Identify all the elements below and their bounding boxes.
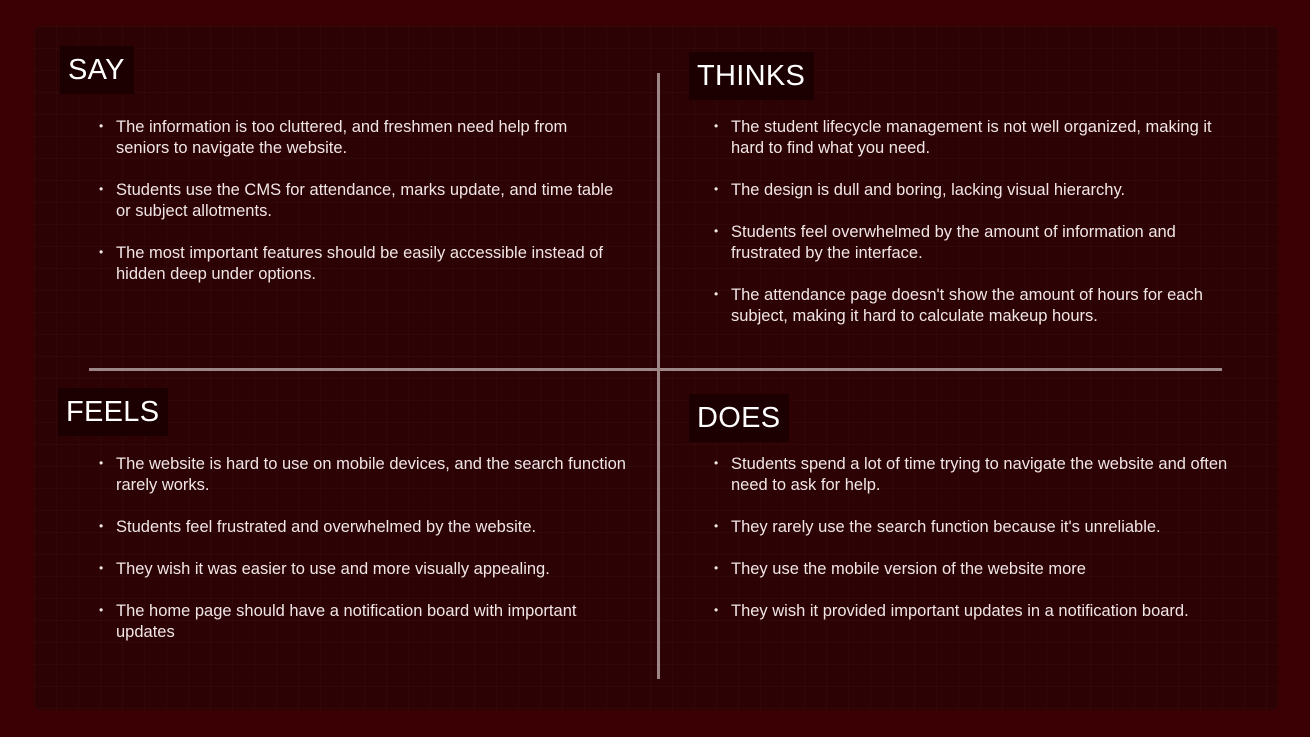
does-item: • Students spend a lot of time trying to navigate the website and often need to ask for help. xyxy=(712,454,1232,496)
say-item: • The information is too cluttered, and freshmen need help from seniors to navigate the website. xyxy=(97,117,617,159)
say-heading: SAY xyxy=(60,46,134,94)
feels-item: • Students feel frustrated and overwhelmed by the website. xyxy=(97,517,637,538)
thinks-item: • The attendance page doesn't show the amount of hours for each subject, making it hard to calculate makeup hours. xyxy=(712,285,1232,327)
feels-item: • The website is hard to use on mobile devices, and the search function rarely works. xyxy=(97,454,637,496)
feels-item: • The home page should have a notification board with important updates xyxy=(97,601,637,643)
feels-heading: FEELS xyxy=(58,388,168,436)
feels-list xyxy=(97,454,637,664)
thinks-item: • The design is dull and boring, lacking visual hierarchy. xyxy=(712,180,1232,201)
thinks-item: • The student lifecycle management is not well organized, making it hard to find what you need. xyxy=(712,117,1232,159)
does-item: • They wish it provided important updates in a notification board. xyxy=(712,601,1232,622)
thinks-list xyxy=(712,117,1232,348)
does-list xyxy=(712,454,1232,643)
feels-item: • They wish it was easier to use and more visually appealing. xyxy=(97,559,637,580)
thinks-item: • Students feel overwhelmed by the amount of information and frustrated by the interface. xyxy=(712,222,1232,264)
does-item: • They use the mobile version of the website more xyxy=(712,559,1232,580)
horizontal-divider xyxy=(89,368,1222,371)
thinks-heading: THINKS xyxy=(689,52,814,100)
does-item: • They rarely use the search function because it's unreliable. xyxy=(712,517,1232,538)
vertical-divider xyxy=(657,73,660,679)
say-list xyxy=(97,117,617,306)
does-heading: DOES xyxy=(689,394,789,442)
say-item: • The most important features should be easily accessible instead of hidden deep under options. xyxy=(97,243,617,285)
say-item: • Students use the CMS for attendance, marks update, and time table or subject allotments. xyxy=(97,180,617,222)
